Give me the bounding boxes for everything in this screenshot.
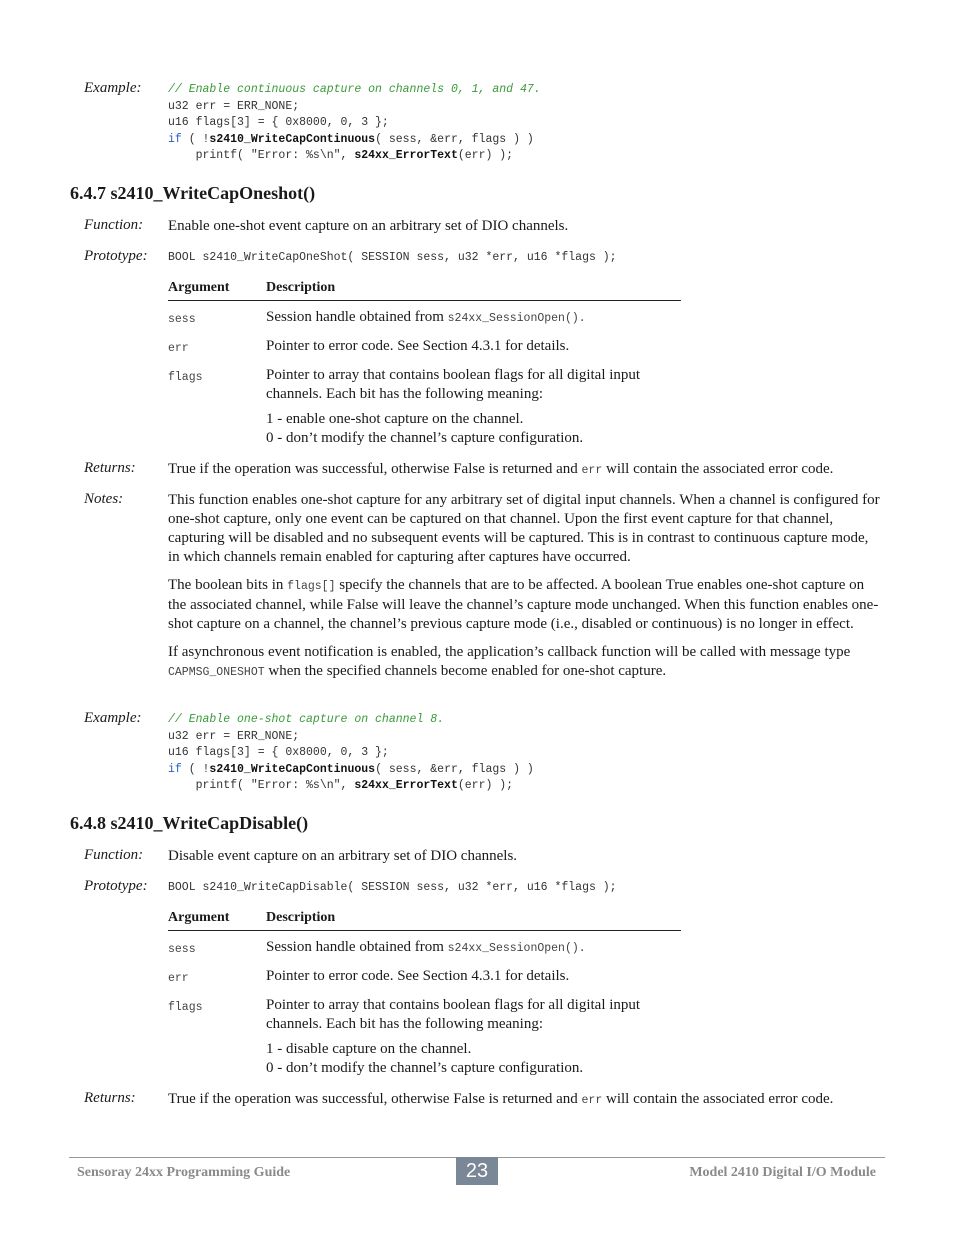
code-comment: // Enable one-shot capture on channel 8. xyxy=(168,713,445,726)
prototype-label: Prototype: xyxy=(84,248,148,264)
prototype-code: BOOL s2410_WriteCapDisable( SESSION sess, u32 *err, u16 *flags ); xyxy=(168,881,617,894)
function-text: Disable event capture on an arbitrary set of DIO channels. xyxy=(168,848,518,864)
example-label: Example: xyxy=(84,710,142,726)
arg-name: sess xyxy=(168,313,196,326)
prototype-label: Prototype: xyxy=(84,878,148,894)
table-row xyxy=(168,337,681,358)
arg-description: Pointer to array that contains boolean flags for all digital input channels. Each bit has the following meaning: 1 - enable one-shot capture on the channel. 0 - don’t modify the channel’s capture configuration. xyxy=(266,367,641,446)
example-label: Example: xyxy=(84,80,142,96)
code-function: s24xx_ErrorText xyxy=(354,149,458,163)
returns-text: True if the operation was successful, otherwise False is returned and err will contain the associated error code. xyxy=(168,461,834,477)
table-header-description: Description xyxy=(266,280,681,301)
code-line: u32 err = ERR_NONE; xyxy=(168,729,300,743)
code-text: ( sess, &err, flags ) ) xyxy=(375,132,534,146)
arg-name: flags xyxy=(168,371,203,384)
code-text: ( ! xyxy=(181,132,210,146)
table-row xyxy=(168,967,681,988)
code-function: s24xx_ErrorText xyxy=(354,779,458,793)
function-label: Function: xyxy=(84,217,144,233)
table-row xyxy=(168,938,681,959)
code-text: printf( "Error: %s\n", xyxy=(168,149,355,163)
returns-label: Returns: xyxy=(84,460,136,476)
arg-name: err xyxy=(168,972,189,985)
argument-table xyxy=(168,910,681,1078)
arg-name: flags xyxy=(168,1001,203,1014)
prototype-code: BOOL s2410_WriteCapOneShot( SESSION sess, u32 *err, u16 *flags ); xyxy=(168,251,617,264)
code-text: printf( "Error: %s\n", xyxy=(168,779,355,793)
code-text: (err) ); xyxy=(457,779,514,793)
table-header-argument: Argument xyxy=(168,280,266,301)
code-line: u16 flags[3] = { 0x8000, 0, 3 }; xyxy=(168,746,389,760)
table-row xyxy=(168,996,681,1078)
code-example-2 xyxy=(168,712,880,795)
returns-text: True if the operation was successful, otherwise False is returned and err will contain the associated error code. xyxy=(168,1091,834,1107)
footer-module-title: Model 2410 Digital I/O Module xyxy=(689,1165,876,1180)
note-paragraph: If asynchronous event notification is enabled, the application’s callback function will be called with message type CAPMSG_ONESHOT when the specified channels become enabled for one-shot capture. xyxy=(168,644,851,679)
table-row xyxy=(168,308,681,329)
code-comment: // Enable continuous capture on channels 0, 1, and 47. xyxy=(168,83,541,96)
table-row xyxy=(168,366,681,448)
note-paragraph: This function enables one-shot capture for any arbitrary set of digital input channels. When a channel is configured for one-shot capture, only one event can be captured on that channel. Upon the first event capture for that channel, capturing will be disabled and no subsequent events will be captured. This is in contrast to continuous capture mode, in which channels remain enabled for capturing after captures have occurred. xyxy=(168,492,880,565)
footer-guide-title: Sensoray 24xx Programming Guide xyxy=(77,1165,291,1180)
function-label: Function: xyxy=(84,847,144,863)
arg-description: Pointer to error code. See Section 4.3.1 for details. xyxy=(266,338,570,354)
code-line: u16 flags[3] = { 0x8000, 0, 3 }; xyxy=(168,116,389,130)
function-text: Enable one-shot event capture on an arbitrary set of DIO channels. xyxy=(168,218,569,234)
code-keyword: if xyxy=(168,762,182,776)
code-text: ( sess, &err, flags ) ) xyxy=(375,762,534,776)
table-header-description: Description xyxy=(266,910,681,931)
arg-name: sess xyxy=(168,943,196,956)
notes-text xyxy=(168,491,880,682)
section-heading-647: 6.4.7 s2410_WriteCapOneshot() xyxy=(70,183,316,203)
section-heading-648: 6.4.8 s2410_WriteCapDisable() xyxy=(70,813,309,833)
arg-description: Session handle obtained from s24xx_SessionOpen(). xyxy=(266,939,586,955)
code-text: (err) ); xyxy=(457,149,514,163)
code-text: ( ! xyxy=(181,762,210,776)
code-example-1 xyxy=(168,82,880,165)
arg-name: err xyxy=(168,342,189,355)
page-number: 23 xyxy=(456,1157,498,1185)
note-paragraph: The boolean bits in flags[] specify the channels that are to be affected. A boolean True enables one-shot capture on the associated channel, while False will leave the channel’s capture mode unchanged. When this function enables one-shot capture on a channel, the channel’s previous capture mode (i.e., disabled or continuous) is no longer in effect. xyxy=(168,577,879,632)
arg-description: Pointer to error code. See Section 4.3.1 for details. xyxy=(266,968,570,984)
arg-description: Pointer to array that contains boolean flags for all digital input channels. Each bit has the following meaning: 1 - disable capture on the channel. 0 - don’t modify the channel’s capture configuration. xyxy=(266,997,641,1076)
arg-description: Session handle obtained from s24xx_SessionOpen(). xyxy=(266,309,586,325)
code-function: s2410_WriteCapContinuous xyxy=(209,762,376,776)
table-header-argument: Argument xyxy=(168,910,266,931)
argument-table xyxy=(168,280,681,448)
notes-label: Notes: xyxy=(84,491,124,507)
returns-label: Returns: xyxy=(84,1090,136,1106)
code-line: u32 err = ERR_NONE; xyxy=(168,99,300,113)
code-function: s2410_WriteCapContinuous xyxy=(209,132,376,146)
code-keyword: if xyxy=(168,132,182,146)
